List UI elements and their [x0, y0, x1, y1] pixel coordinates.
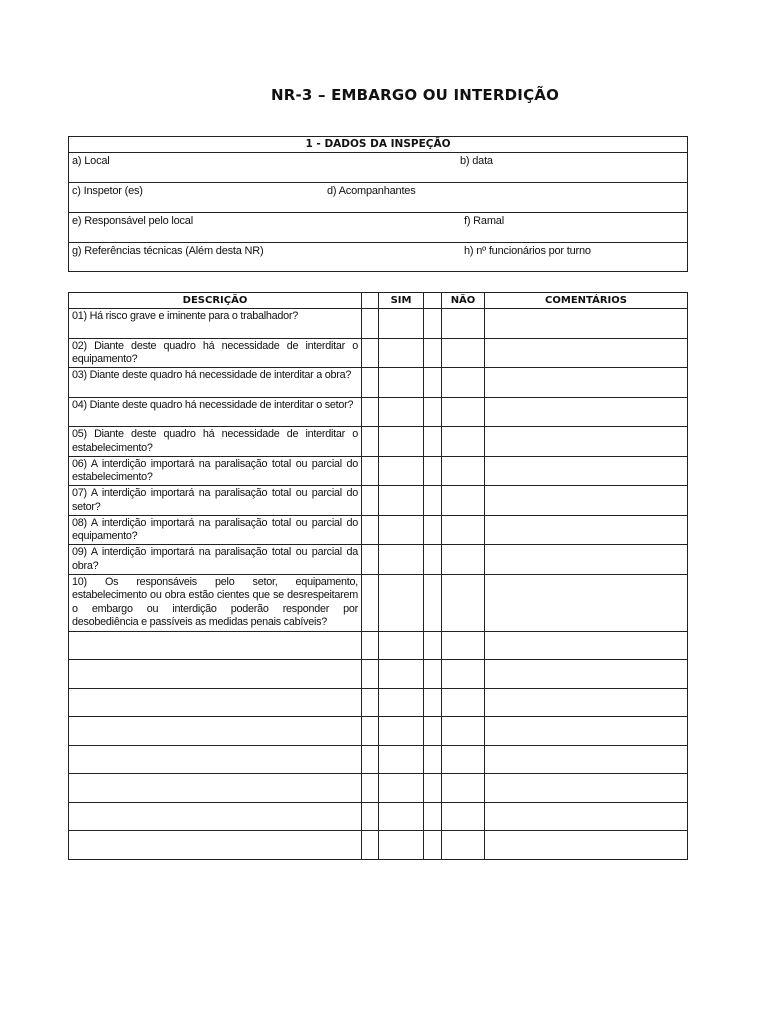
cell-nao[interactable]	[442, 545, 485, 575]
cell-comentarios[interactable]	[485, 717, 688, 746]
cell-spacer	[424, 486, 442, 516]
question-10: 10) Os responsáveis pelo setor, equipamento, estabelecimento ou obra estão cientes que se desrespeitarem o embargo ou interdição poderão responder por desobediência e passíveis as medidas penais cabíveis?	[69, 574, 362, 631]
cell-spacer	[362, 427, 379, 457]
empty-description-cell[interactable]	[69, 802, 362, 831]
cell-spacer	[362, 309, 379, 339]
cell-spacer	[362, 368, 379, 398]
cell-spacer	[362, 717, 379, 746]
cell-sim[interactable]	[379, 831, 424, 860]
cell-sim[interactable]	[379, 368, 424, 398]
header-spacer-1	[362, 293, 379, 309]
field-data: b) data	[460, 155, 493, 167]
cell-spacer	[424, 660, 442, 689]
cell-comentarios[interactable]	[485, 802, 688, 831]
cell-sim[interactable]	[379, 574, 424, 631]
cell-spacer	[362, 831, 379, 860]
cell-spacer	[362, 574, 379, 631]
cell-spacer	[362, 802, 379, 831]
question-03: 03) Diante deste quadro há necessidade de interditar a obra?	[69, 368, 362, 398]
cell-comentarios[interactable]	[485, 397, 688, 427]
cell-sim[interactable]	[379, 545, 424, 575]
cell-spacer	[424, 745, 442, 774]
empty-description-cell[interactable]	[69, 717, 362, 746]
cell-nao[interactable]	[442, 309, 485, 339]
empty-description-cell[interactable]	[69, 745, 362, 774]
question-06: 06) A interdição importará na paralisação total ou parcial do estabelecimento?	[69, 456, 362, 486]
cell-nao[interactable]	[442, 574, 485, 631]
empty-description-cell[interactable]	[69, 631, 362, 660]
field-local: a) Local	[72, 155, 110, 167]
inspection-header: 1 - DADOS DA INSPEÇÃO	[69, 137, 688, 153]
cell-spacer	[362, 745, 379, 774]
cell-spacer	[424, 368, 442, 398]
document-title: NR-3 – EMBARGO OU INTERDIÇÃO	[270, 86, 560, 104]
field-acompanhantes: d) Acompanhantes	[327, 185, 416, 197]
cell-spacer	[424, 831, 442, 860]
cell-nao[interactable]	[442, 745, 485, 774]
cell-sim[interactable]	[379, 456, 424, 486]
cell-sim[interactable]	[379, 745, 424, 774]
cell-spacer	[424, 397, 442, 427]
cell-spacer	[362, 397, 379, 427]
cell-nao[interactable]	[442, 631, 485, 660]
cell-spacer	[424, 631, 442, 660]
cell-sim[interactable]	[379, 802, 424, 831]
cell-comentarios[interactable]	[485, 574, 688, 631]
row-referencias-funcionarios[interactable]	[69, 243, 688, 272]
cell-spacer	[362, 338, 379, 368]
cell-spacer	[424, 427, 442, 457]
cell-comentarios[interactable]	[485, 545, 688, 575]
field-inspetor: c) Inspetor (es)	[72, 185, 143, 197]
cell-comentarios[interactable]	[485, 427, 688, 457]
checklist-table	[68, 292, 688, 860]
header-nao: NÃO	[442, 293, 485, 309]
cell-nao[interactable]	[442, 368, 485, 398]
cell-spacer	[424, 802, 442, 831]
question-04: 04) Diante deste quadro há necessidade de interditar o setor?	[69, 397, 362, 427]
field-referencias: g) Referências técnicas (Além desta NR)	[72, 245, 264, 257]
cell-spacer	[362, 456, 379, 486]
cell-comentarios[interactable]	[485, 660, 688, 689]
field-ramal: f) Ramal	[464, 215, 504, 227]
cell-nao[interactable]	[442, 397, 485, 427]
cell-spacer	[362, 515, 379, 545]
question-07: 07) A interdição importará na paralisação total ou parcial do setor?	[69, 486, 362, 516]
cell-sim[interactable]	[379, 338, 424, 368]
question-01: 01) Há risco grave e iminente para o trabalhador?	[69, 309, 362, 339]
cell-comentarios[interactable]	[485, 831, 688, 860]
cell-sim[interactable]	[379, 486, 424, 516]
field-funcionarios: h) nº funcionários por turno	[464, 245, 591, 257]
empty-description-cell[interactable]	[69, 688, 362, 717]
cell-spacer	[362, 545, 379, 575]
question-02: 02) Diante deste quadro há necessidade de interditar o equipamento?	[69, 338, 362, 368]
question-05: 05) Diante deste quadro há necessidade de interditar o estabelecimento?	[69, 427, 362, 457]
cell-nao[interactable]	[442, 831, 485, 860]
header-spacer-2	[424, 293, 442, 309]
empty-description-cell[interactable]	[69, 660, 362, 689]
cell-sim[interactable]	[379, 515, 424, 545]
cell-comentarios[interactable]	[485, 368, 688, 398]
cell-spacer	[424, 309, 442, 339]
cell-comentarios[interactable]	[485, 631, 688, 660]
cell-sim[interactable]	[379, 631, 424, 660]
cell-nao[interactable]	[442, 660, 485, 689]
cell-spacer	[424, 717, 442, 746]
cell-nao[interactable]	[442, 427, 485, 457]
row-local-data[interactable]	[69, 153, 688, 183]
cell-spacer	[424, 456, 442, 486]
cell-comentarios[interactable]	[485, 515, 688, 545]
empty-description-cell[interactable]	[69, 774, 362, 803]
cell-nao[interactable]	[442, 515, 485, 545]
header-sim: SIM	[379, 293, 424, 309]
cell-spacer	[424, 574, 442, 631]
cell-sim[interactable]	[379, 397, 424, 427]
cell-spacer	[362, 486, 379, 516]
cell-nao[interactable]	[442, 717, 485, 746]
question-08: 08) A interdição importará na paralisação total ou parcial do equipamento?	[69, 515, 362, 545]
cell-spacer	[424, 515, 442, 545]
cell-nao[interactable]	[442, 338, 485, 368]
cell-spacer	[362, 688, 379, 717]
cell-nao[interactable]	[442, 456, 485, 486]
cell-sim[interactable]	[379, 427, 424, 457]
header-comentarios: COMENTÁRIOS	[485, 293, 688, 309]
cell-spacer	[424, 688, 442, 717]
cell-nao[interactable]	[442, 688, 485, 717]
question-09: 09) A interdição importará na paralisação total ou parcial da obra?	[69, 545, 362, 575]
cell-spacer	[424, 338, 442, 368]
cell-spacer	[424, 545, 442, 575]
cell-spacer	[424, 774, 442, 803]
cell-sim[interactable]	[379, 309, 424, 339]
cell-spacer	[362, 631, 379, 660]
field-responsavel: e) Responsável pelo local	[72, 215, 193, 227]
cell-comentarios[interactable]	[485, 338, 688, 368]
cell-spacer	[362, 660, 379, 689]
cell-comentarios[interactable]	[485, 456, 688, 486]
cell-comentarios[interactable]	[485, 774, 688, 803]
cell-spacer	[362, 774, 379, 803]
cell-nao[interactable]	[442, 802, 485, 831]
cell-comentarios[interactable]	[485, 688, 688, 717]
cell-sim[interactable]	[379, 717, 424, 746]
row-responsavel-ramal[interactable]	[69, 213, 688, 243]
cell-sim[interactable]	[379, 660, 424, 689]
cell-comentarios[interactable]	[485, 486, 688, 516]
cell-nao[interactable]	[442, 486, 485, 516]
cell-comentarios[interactable]	[485, 745, 688, 774]
cell-sim[interactable]	[379, 688, 424, 717]
row-inspetor-acompanhantes[interactable]	[69, 183, 688, 213]
header-descricao: DESCRIÇÃO	[69, 293, 362, 309]
cell-comentarios[interactable]	[485, 309, 688, 339]
empty-description-cell[interactable]	[69, 831, 362, 860]
inspection-data-table	[68, 136, 688, 272]
cell-sim[interactable]	[379, 774, 424, 803]
cell-nao[interactable]	[442, 774, 485, 803]
